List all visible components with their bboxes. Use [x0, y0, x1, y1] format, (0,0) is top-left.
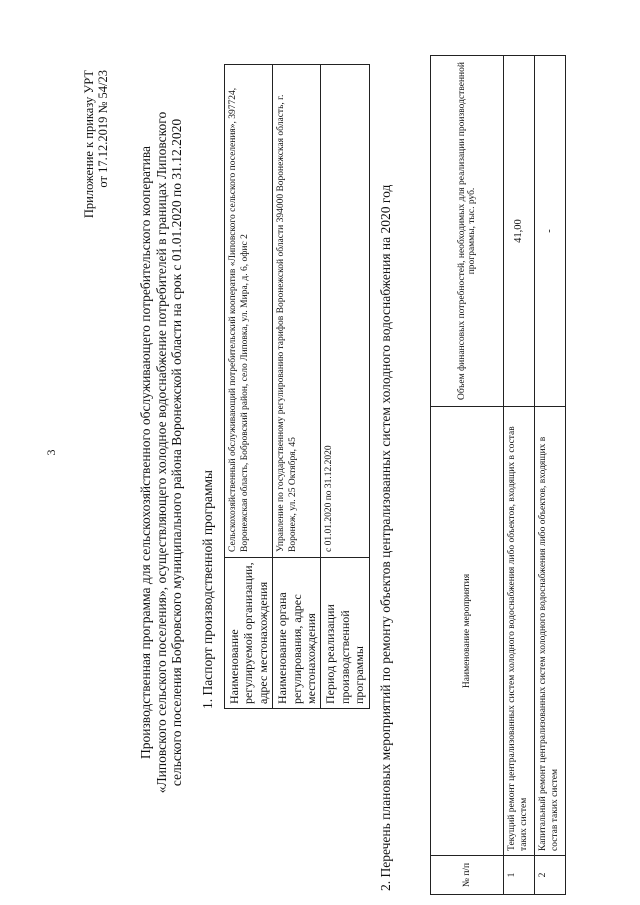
table-row: [321, 65, 369, 709]
passport-value: Управление по государственному регулированию тарифов Воронежской области 394000 Воронежская область, г. Воронеж, ул. 25 Октября, 45: [273, 65, 321, 558]
table-row: [504, 56, 535, 895]
title-line-3: сельского поселения Бобровского муниципального района Воронежской области на срок с 01.01.2020 по 31.12.2020: [169, 118, 185, 787]
passport-value: с 01.01.2020 по 31.12.2020: [321, 65, 369, 558]
column-header-amount: Объем финансовых потребностей, необходимых для реализации производственной программы, тыс. руб.: [431, 56, 504, 407]
passport-key: Период реализации производственной программы: [321, 558, 369, 709]
document-title: [138, 45, 185, 860]
page-number: 3: [44, 449, 58, 456]
row-amount: 41,00: [504, 56, 535, 407]
column-header-name: Наименование мероприятия: [431, 407, 504, 856]
column-header-num: № п/п: [431, 856, 504, 895]
table-row: [225, 65, 273, 709]
measures-table: [430, 55, 566, 895]
table-row: [534, 56, 565, 895]
passport-key: Наименование регулируемой организации, адрес местонахождения: [225, 558, 273, 709]
row-name: Текущий ремонт централизованных систем холодного водоснабжения либо объектов, входящих в состав таких систем: [504, 407, 535, 856]
appendix-note: [82, 70, 111, 218]
passport-key: Наименование органа регулирования, адрес местонахождения: [273, 558, 321, 709]
table-header-row: [431, 56, 504, 895]
appendix-line-1: Приложение к приказу УРТ: [82, 70, 96, 219]
title-line-2: «Липовского сельского поселения», осуществляющего холодное водоснабжение потребителей в границах Липовского: [153, 111, 169, 794]
row-amount: -: [534, 56, 565, 407]
row-number: 1: [504, 856, 535, 895]
table-row: [273, 65, 321, 709]
passport-table: [224, 64, 370, 709]
section2-heading: 2. Перечень плановых мероприятий по ремонту объектов централизованных систем холодного водоснабжения на 2020 год: [378, 184, 393, 891]
appendix-line-2: от 17.12.2019 № 54/23: [96, 70, 111, 188]
row-number: 2: [534, 856, 565, 895]
row-name: Капитальный ремонт централизованных систем холодного водоснабжения либо объектов, входящих в состав таких систем: [534, 407, 565, 856]
title-line-1: Производственная программа для сельскохозяйственного обслуживающего потребительского кооператива: [138, 145, 153, 760]
passport-value: Сельскохозяйственный обслуживающий потребительский кооператив «Липовского сельского поселения», 397724, Воронежская область, Бобровский район, село Липовка, ул. Мира, д. 6, офис 2: [225, 65, 273, 558]
section1-heading: 1. Паспорт производственной программы: [200, 470, 215, 709]
